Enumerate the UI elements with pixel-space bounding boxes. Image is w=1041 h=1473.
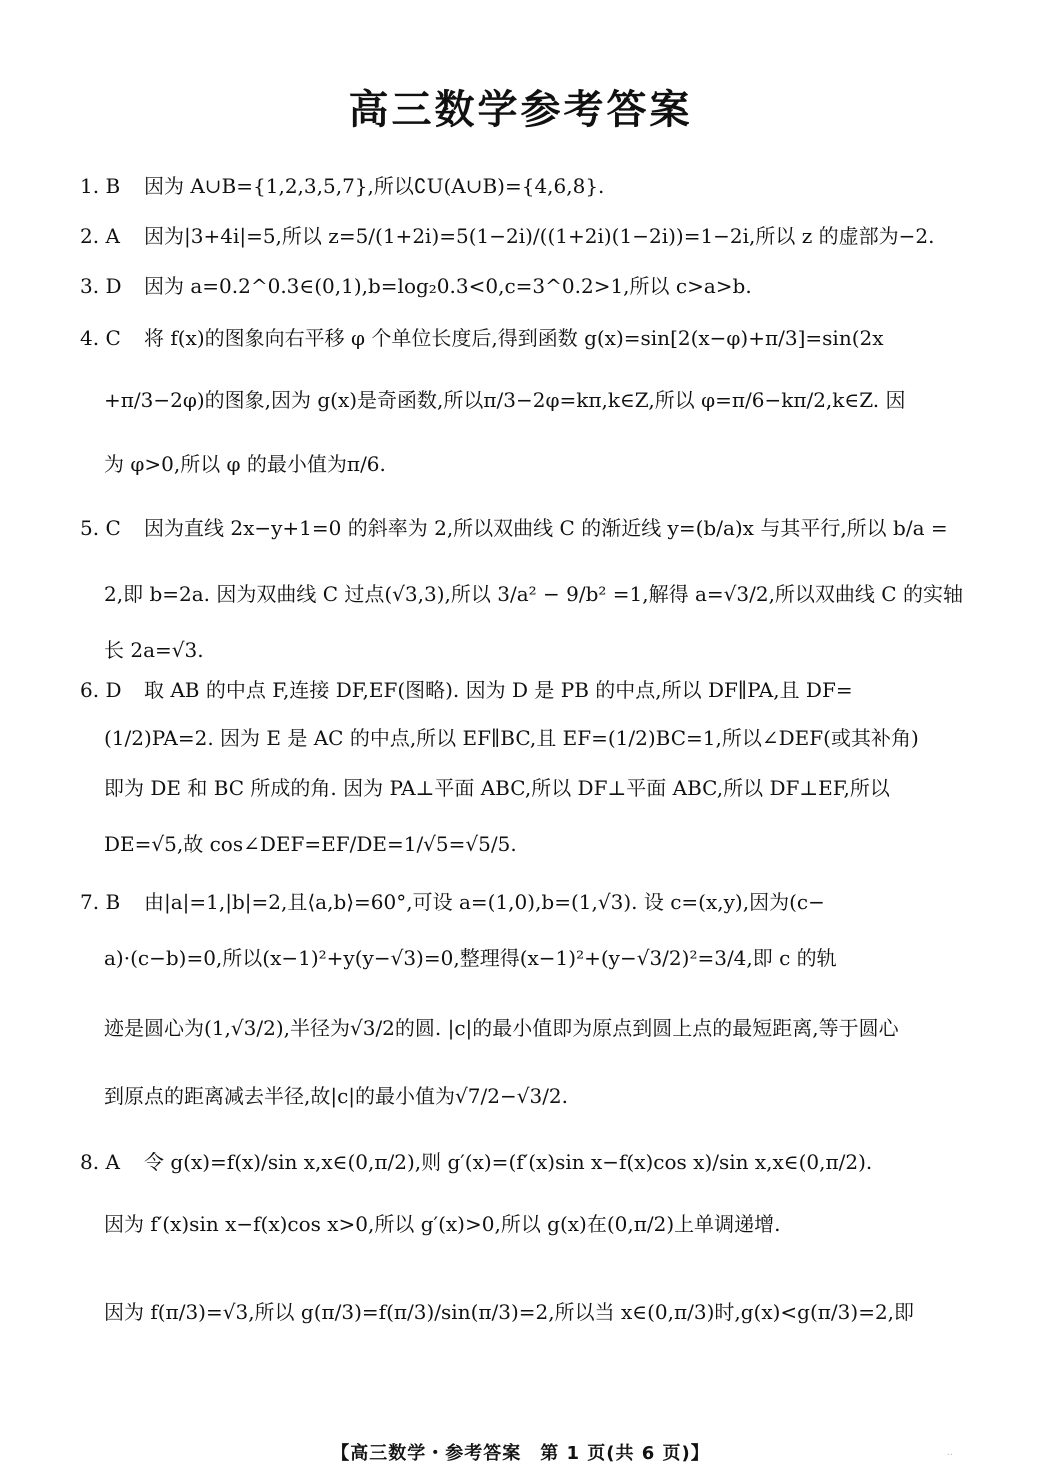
- answer-text: 因为 f′(x)sin x−f(x)cos x>0,所以 g′(x)>0,所以 g(x)在(0,π/2)上单调递增.: [104, 1212, 781, 1236]
- answer-line: [80, 222, 935, 250]
- answer-text: (1/2)PA=2. 因为 E 是 AC 的中点,所以 EF∥BC,且 EF=(1/2)BC=1,所以∠DEF(或其补角): [104, 726, 919, 750]
- answer-text: 因为|3+4i|=5,所以 z=5/(1+2i)=5(1−2i)/((1+2i)(1−2i))=1−2i,所以 z 的虚部为−2.: [144, 224, 935, 248]
- answer-text: 因为直线 2x−y+1=0 的斜率为 2,所以双曲线 C 的渐近线 y=(b/a)x 与其平行,所以 b/a =: [144, 516, 948, 540]
- answer-text: 到原点的距离减去半径,故|c|的最小值为√7/2−√3/2.: [104, 1084, 569, 1108]
- answer-line: [104, 830, 517, 858]
- answer-text: 由|a|=1,|b|=2,且⟨a,b⟩=60°,可设 a=(1,0),b=(1,√3). 设 c=(x,y),因为(c−: [144, 890, 825, 914]
- question-number: 7. B: [80, 890, 121, 914]
- answer-line: [80, 324, 884, 352]
- answer-line: [80, 172, 604, 200]
- question-number: 8. A: [80, 1150, 120, 1174]
- answer-line: [104, 1210, 781, 1238]
- answer-text: 将 f(x)的图象向右平移 φ 个单位长度后,得到函数 g(x)=sin[2(x−φ)+π/3]=sin(2x: [144, 326, 884, 350]
- page-footer: 【高三数学・参考答案 第 1 页(共 6 页)】: [331, 1443, 710, 1464]
- question-number: 3. D: [80, 274, 122, 298]
- answer-line: [104, 636, 204, 664]
- answer-line: [104, 386, 905, 414]
- answer-line: [104, 1298, 914, 1326]
- answer-text: 迹是圆心为(1,√3/2),半径为√3/2的圆. |c|的最小值即为原点到圆上点的最短距离,等于圆心: [104, 1016, 899, 1040]
- answer-text: 因为 a=0.2^0.3∈(0,1),b=log₂0.3<0,c=3^0.2>1,所以 c>a>b.: [144, 274, 752, 298]
- answer-line: [80, 272, 752, 300]
- question-number: 6. D: [80, 678, 122, 702]
- answer-line: [104, 450, 386, 478]
- answer-text: +π/3−2φ)的图象,因为 g(x)是奇函数,所以π/3−2φ=kπ,k∈Z,所以 φ=π/6−kπ/2,k∈Z. 因: [104, 388, 906, 412]
- question-number: 4. C: [80, 326, 121, 350]
- answer-line: [80, 1148, 872, 1176]
- answer-text: a)·(c−b)=0,所以(x−1)²+y(y−√3)=0,整理得(x−1)²+(y−√3/2)²=3/4,即 c 的轨: [104, 946, 837, 970]
- answer-line: [104, 944, 837, 972]
- answer-text: 即为 DE 和 BC 所成的角. 因为 PA⊥平面 ABC,所以 DF⊥平面 ABC,所以 DF⊥EF,所以: [104, 776, 890, 800]
- question-number: 5. C: [80, 516, 121, 540]
- answer-line: [104, 580, 963, 608]
- answer-text: 2,即 b=2a. 因为双曲线 C 过点(√3,3),所以 3/a² − 9/b² =1,解得 a=√3/2,所以双曲线 C 的实轴: [104, 582, 963, 606]
- question-number: 1. B: [80, 174, 121, 198]
- answer-line: [104, 774, 890, 802]
- answer-line: [104, 1082, 568, 1110]
- answer-text: DE=√5,故 cos∠DEF=EF/DE=1/√5=√5/5.: [104, 832, 517, 856]
- question-number: 2. A: [80, 224, 120, 248]
- answer-text: 因为 A∪B={1,2,3,5,7},所以∁U(A∪B)={4,6,8}.: [144, 174, 605, 198]
- answer-text: 长 2a=√3.: [104, 638, 204, 662]
- answer-line: [104, 724, 919, 752]
- answer-text: 令 g(x)=f(x)/sin x,x∈(0,π/2),则 g′(x)=(f′(x)sin x−f(x)cos x)/sin x,x∈(0,π/2).: [144, 1150, 873, 1174]
- answer-text: 因为 f(π/3)=√3,所以 g(π/3)=f(π/3)/sin(π/3)=2,所以当 x∈(0,π/3)时,g(x)<g(π/3)=2,即: [104, 1300, 915, 1324]
- page-title: 高三数学参考答案: [348, 87, 693, 133]
- scan-mark: ··: [946, 1450, 953, 1461]
- answer-line: [80, 514, 948, 542]
- answer-line: [80, 888, 825, 916]
- answer-line: [80, 676, 853, 704]
- answer-text: 取 AB 的中点 F,连接 DF,EF(图略). 因为 D 是 PB 的中点,所以 DF∥PA,且 DF=: [144, 678, 853, 702]
- answer-line: [104, 1014, 899, 1042]
- answer-text: 为 φ>0,所以 φ 的最小值为π/6.: [104, 452, 386, 476]
